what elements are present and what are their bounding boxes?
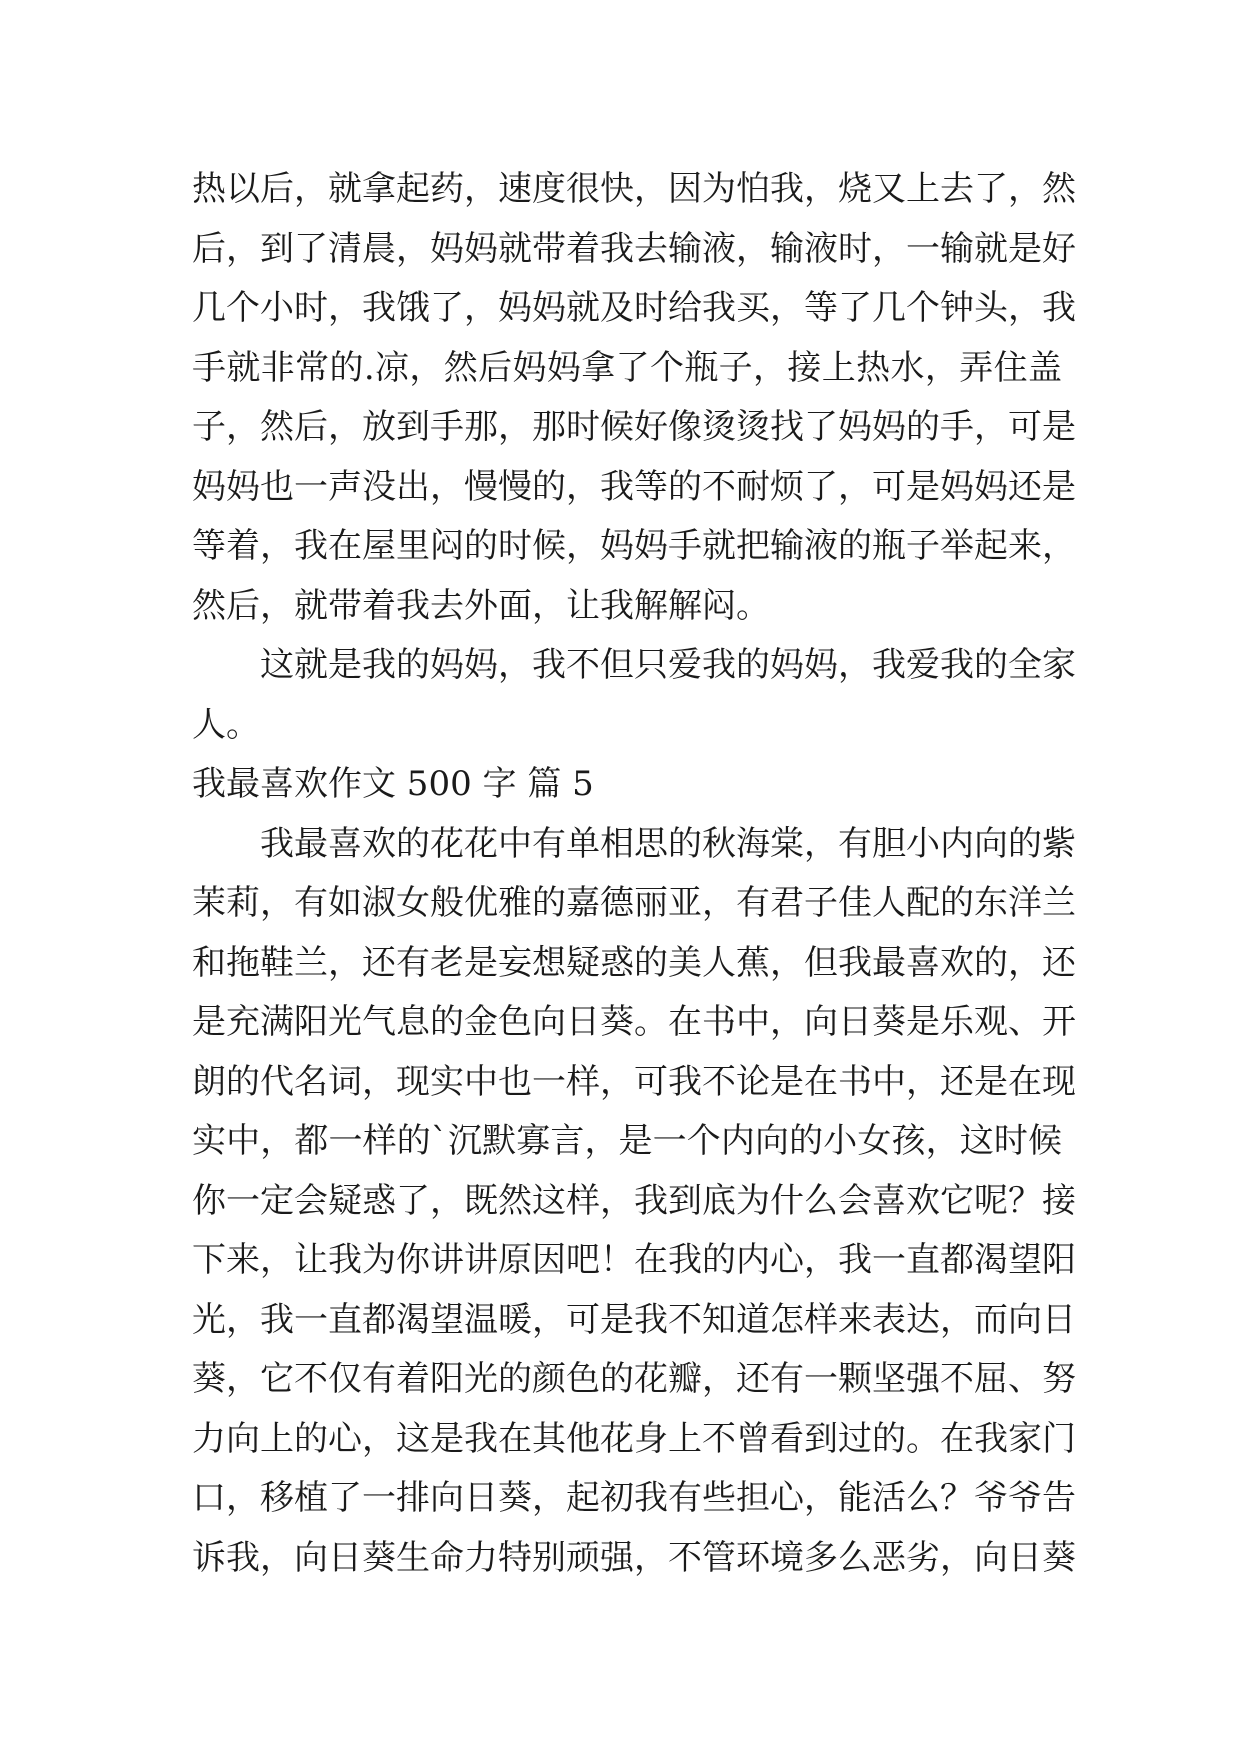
text-line: 妈妈也一声没出，慢慢的，我等的不耐烦了，可是妈妈还是 [192,466,1076,507]
text-line: 然后，就带着我去外面，让我解解闷。 [192,585,770,626]
text-line: 我最喜欢的花花中有单相思的秋海棠，有胆小内向的紫 [260,823,1076,864]
text-line: 手就非常的.凉，然后妈妈拿了个瓶子，接上热水，弄住盖 [192,347,1062,388]
text-line: 等着，我在屋里闷的时候，妈妈手就把输液的瓶子举起来， [192,526,1076,566]
text-line: 和拖鞋兰，还有老是妄想疑惑的美人蕉，但我最喜欢的，还 [192,942,1076,983]
text-line: 子，然后，放到手那，那时候好像烫烫找了妈妈的手，可是 [192,407,1076,447]
text-line: 茉莉，有如淑女般优雅的嘉德丽亚，有君子佳人配的东洋兰 [192,883,1076,923]
section-heading: 我最喜欢作文 500 字 篇 5 [192,764,594,804]
text-line: 这就是我的妈妈，我不但只爱我的妈妈，我爱我的全家 [260,645,1076,685]
text-line: 诉我，向日葵生命力特别顽强，不管环境多么恶劣，向日葵 [192,1537,1076,1578]
text-line: 下来，让我为你讲讲原因吧！在我的内心，我一直都渴望阳 [192,1240,1076,1280]
text-line: 力向上的心，这是我在其他花身上不曾看到过的。在我家门 [192,1418,1076,1459]
document-body [192,160,1076,1588]
text-line: 人。 [192,704,260,745]
text-line: 口，移植了一排向日葵，起初我有些担心，能活么？爷爷告 [192,1478,1076,1518]
text-line: 后，到了清晨，妈妈就带着我去输液，输液时，一输就是好 [192,228,1076,269]
text-line: 几个小时，我饿了，妈妈就及时给我买，等了几个钟头，我 [192,288,1076,328]
text-line: 热以后，就拿起药，速度很快，因为怕我，烧又上去了，然 [192,169,1076,209]
text-line: 你一定会疑惑了，既然这样，我到底为什么会喜欢它呢？接 [192,1180,1076,1221]
text-line: 朗的代名词，现实中也一样，可我不论是在书中，还是在现 [192,1061,1076,1102]
text-line: 是充满阳光气息的金色向日葵。在书中，向日葵是乐观、开 [192,1002,1076,1042]
text-line: 光，我一直都渴望温暖，可是我不知道怎样来表达，而向日 [192,1299,1076,1340]
text-line: 葵，它不仅有着阳光的颜色的花瓣，还有一颗坚强不屈、努 [192,1359,1076,1399]
text-line: 实中，都一样的`沉默寡言，是一个内向的小女孩，这时候 [192,1121,1062,1161]
